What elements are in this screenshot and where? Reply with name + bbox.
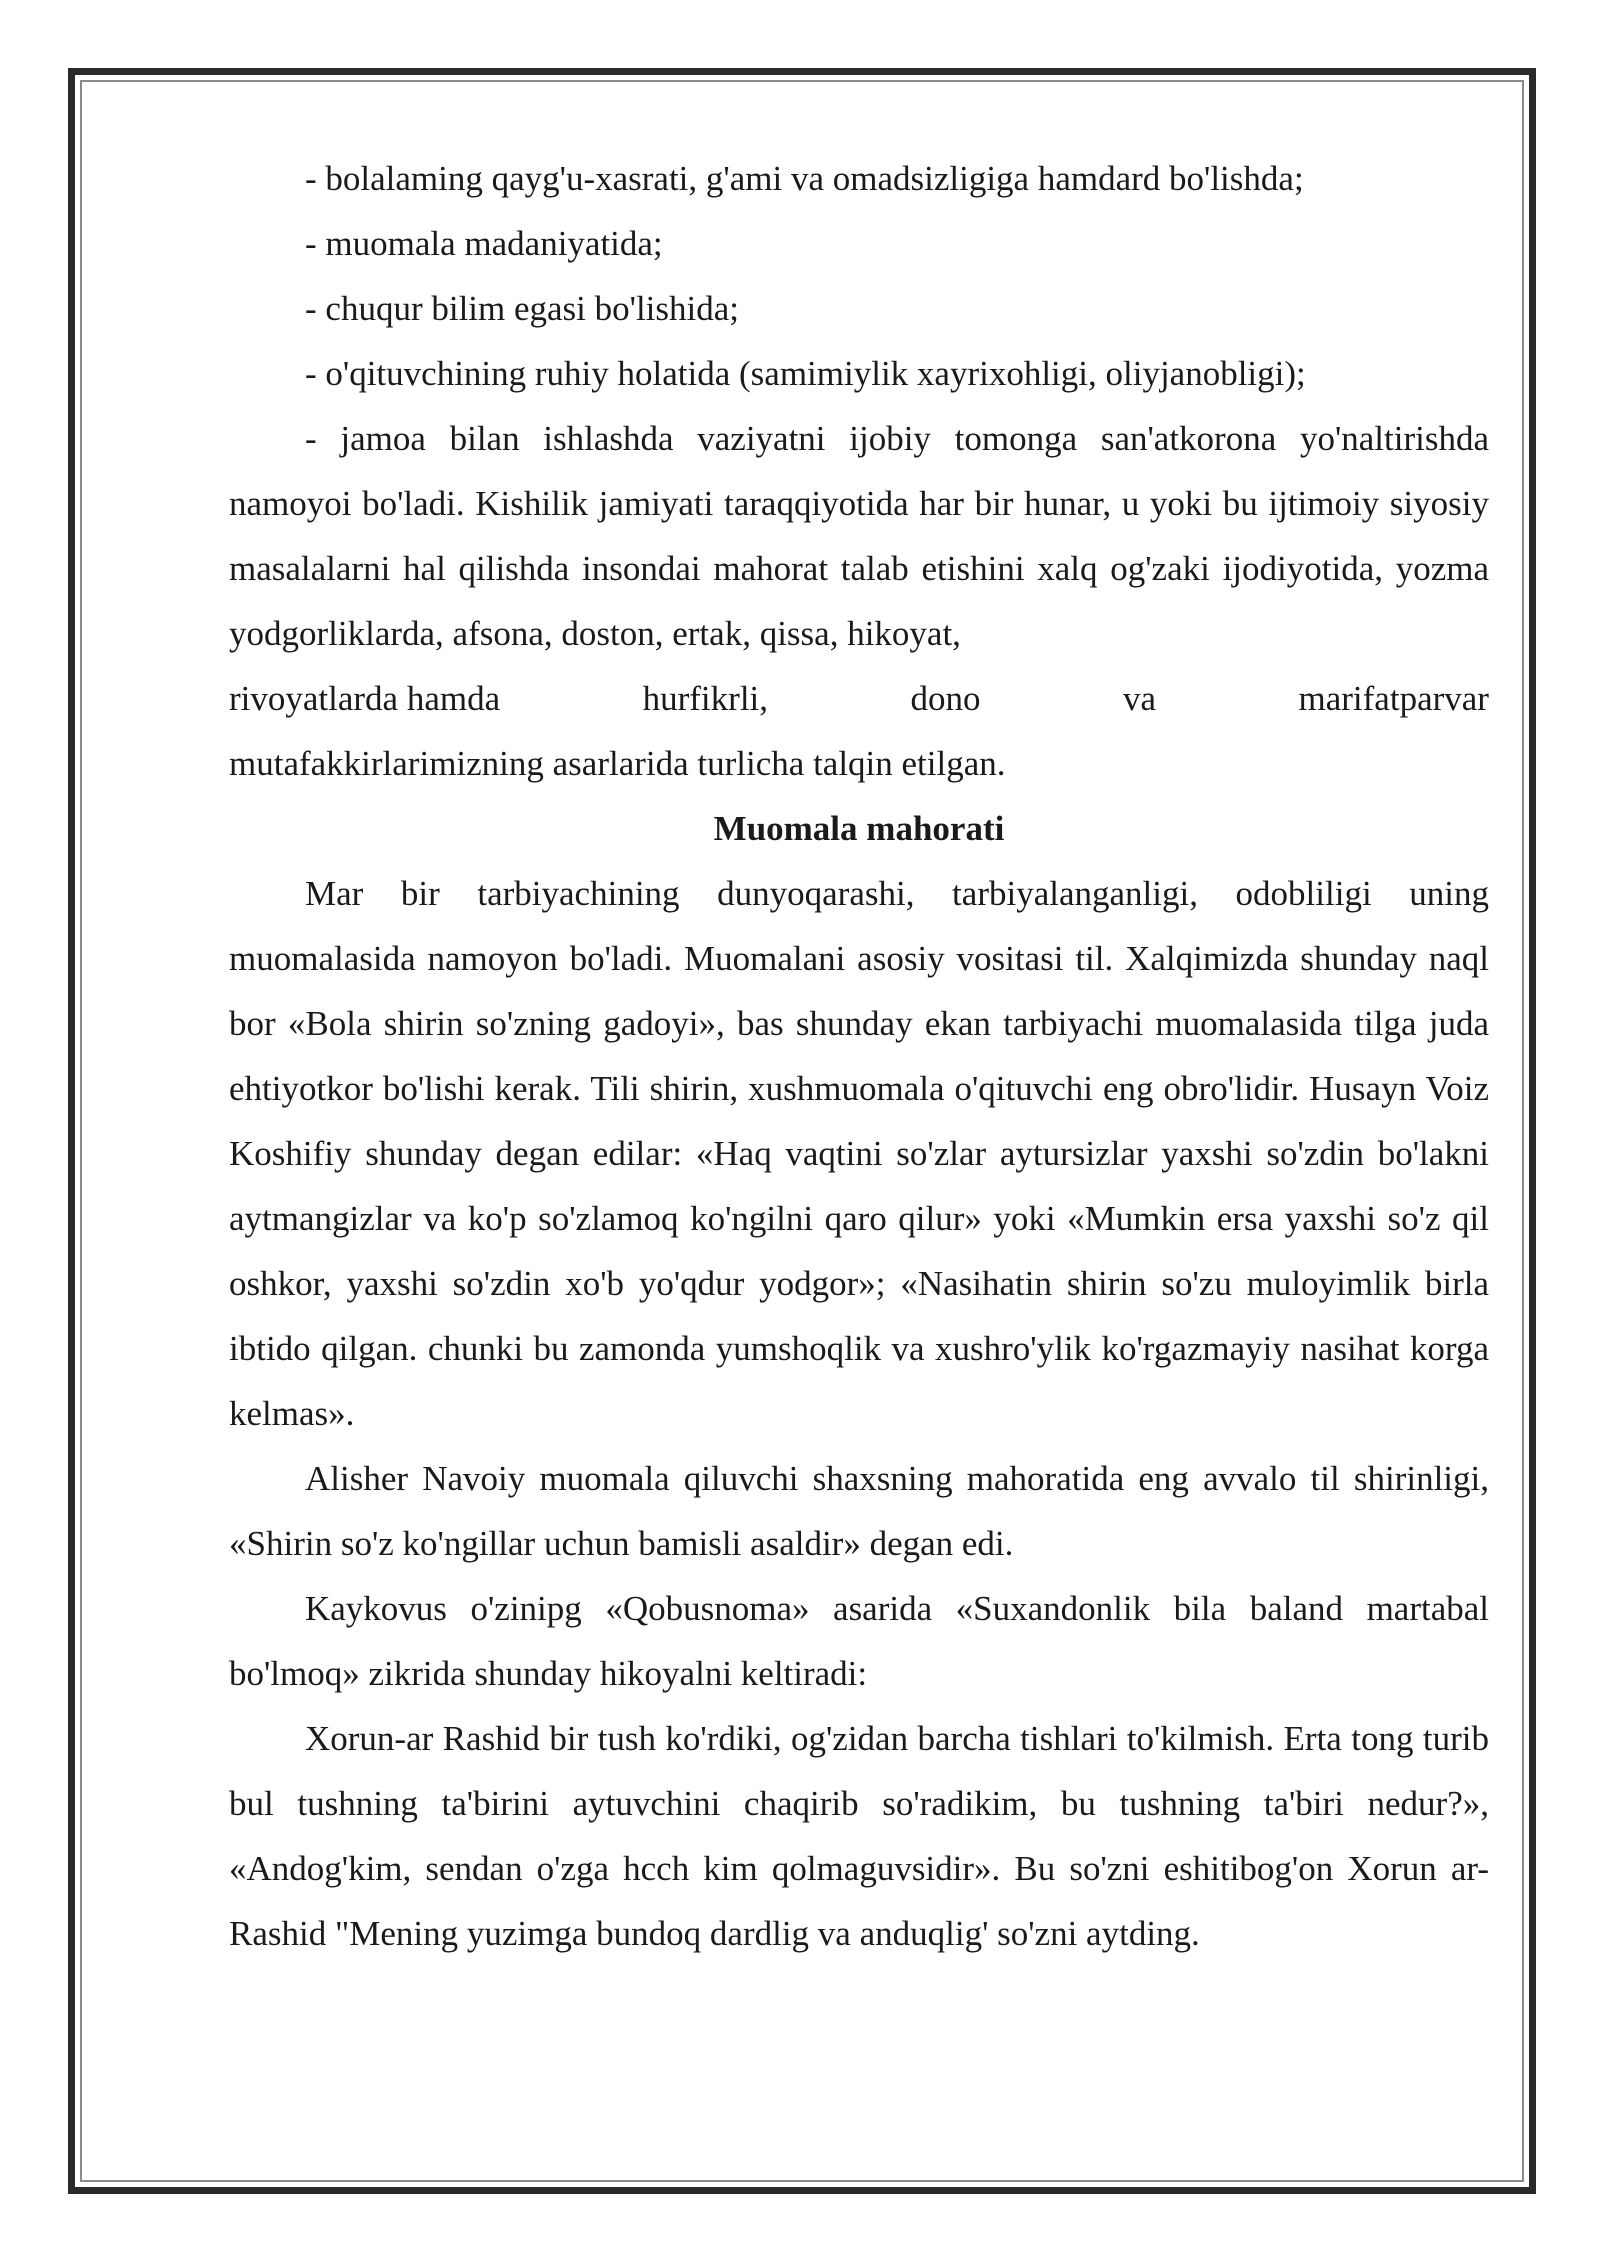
paragraph-jamoa-spread-line xyxy=(229,666,1489,731)
list-item: - bolalaming qayg'u-xasrati, g'ami va omadsizligiga hamdard bo'lishda; xyxy=(305,159,1304,198)
spread-word: marifatparvar xyxy=(1298,679,1489,718)
paragraph-jamoa-tail: mutafakkirlarimizning asarlarida turlicha talqin etilgan. xyxy=(229,744,1006,783)
paragraph-muomala: Mar bir tarbiyachining dunyoqarashi, tarbiyalanganligi, odobliligi uning muomalasida namoyon bo'ladi. Muomalani asosiy vositasi til. Xalqimizda shunday naql bor «Bola shirin so'zning gadoyi», bas shunday ekan tarbiyachi muomalasida tilga juda ehtiyotkor bo'lishi kerak. Tili shirin, xushmuomala o'qituvchi eng obro'lidir. Husayn Voiz Koshifiy shunday degan edilar: «Haq vaqtini so'zlar aytursizlar yaxshi so'zdin bo'lakni aytmangizlar va ko'p so'zlamoq ko'ngilni qaro qilur» yoki «Mumkin ersa yaxshi so'z qil oshkor, yaxshi so'zdin xo'b yo'qdur yodgor»; «Nasihatin shirin so'zu muloyimlik birla ibtido qilgan. chunki bu zamonda yumshoqlik va xushro'ylik ko'rgazmayiy nasihat korga kelmas». xyxy=(229,874,1489,1433)
paragraph-kaykovus: Kaykovus o'zinipg «Qobusnoma» asarida «Suxandonlik bila baland martabal bo'lmoq» zikrida shunday hikoyalni keltiradi: xyxy=(229,1589,1489,1693)
section-heading: Muomala mahorati xyxy=(713,809,1005,848)
paragraph-xorun: Xorun-ar Rashid bir tush ko'rdiki, og'zidan barcha tishlari to'kilmish. Erta tong turib bul tushning ta'birini aytuvchini chaqirib so'radikim, bu tushning ta'biri nedur?», «Andog'kim, sendan o'zga hcch kim qolmaguvsidir». Bu so'zni eshitibog'on Xorun ar-Rashid "Mening yuzimga bundoq dardlig va anduqlig' so'zni aytding. xyxy=(229,1719,1489,1953)
spread-word: va xyxy=(1122,679,1157,718)
spread-word: rivoyatlarda hamda xyxy=(229,679,501,718)
spread-word: hurfikrli, xyxy=(642,679,769,718)
list-item: - chuqur bilim egasi bo'lishida; xyxy=(305,289,740,328)
document-body xyxy=(229,146,1489,1966)
paragraph-navoiy: Alisher Navoiy muomala qiluvchi shaxsning mahoratida eng avvalo til shirinligi, «Shirin so'z ko'ngillar uchun bamisli asaldir» degan edi. xyxy=(229,1459,1489,1563)
list-item: - o'qituvchining ruhiy holatida (samimiylik xayrixohligi, oliyjanobligi); xyxy=(305,354,1306,393)
list-item: - muomala madaniyatida; xyxy=(305,224,663,263)
spread-word: dono xyxy=(910,679,981,718)
paragraph-jamoa: - jamoa bilan ishlashda vaziyatni ijobiy tomonga san'atkorona yo'naltirishda namoyoi bo'ladi. Kishilik jamiyati taraqqiyotida har bir hunar, u yoki bu ijtimoiy siyosiy masalalarni hal qilishda insondai mahorat talab etishini xalq og'zaki ijodiyotida, yozma yodgorliklarda, afsona, doston, ertak, qissa, hikoyat, xyxy=(229,419,1489,653)
